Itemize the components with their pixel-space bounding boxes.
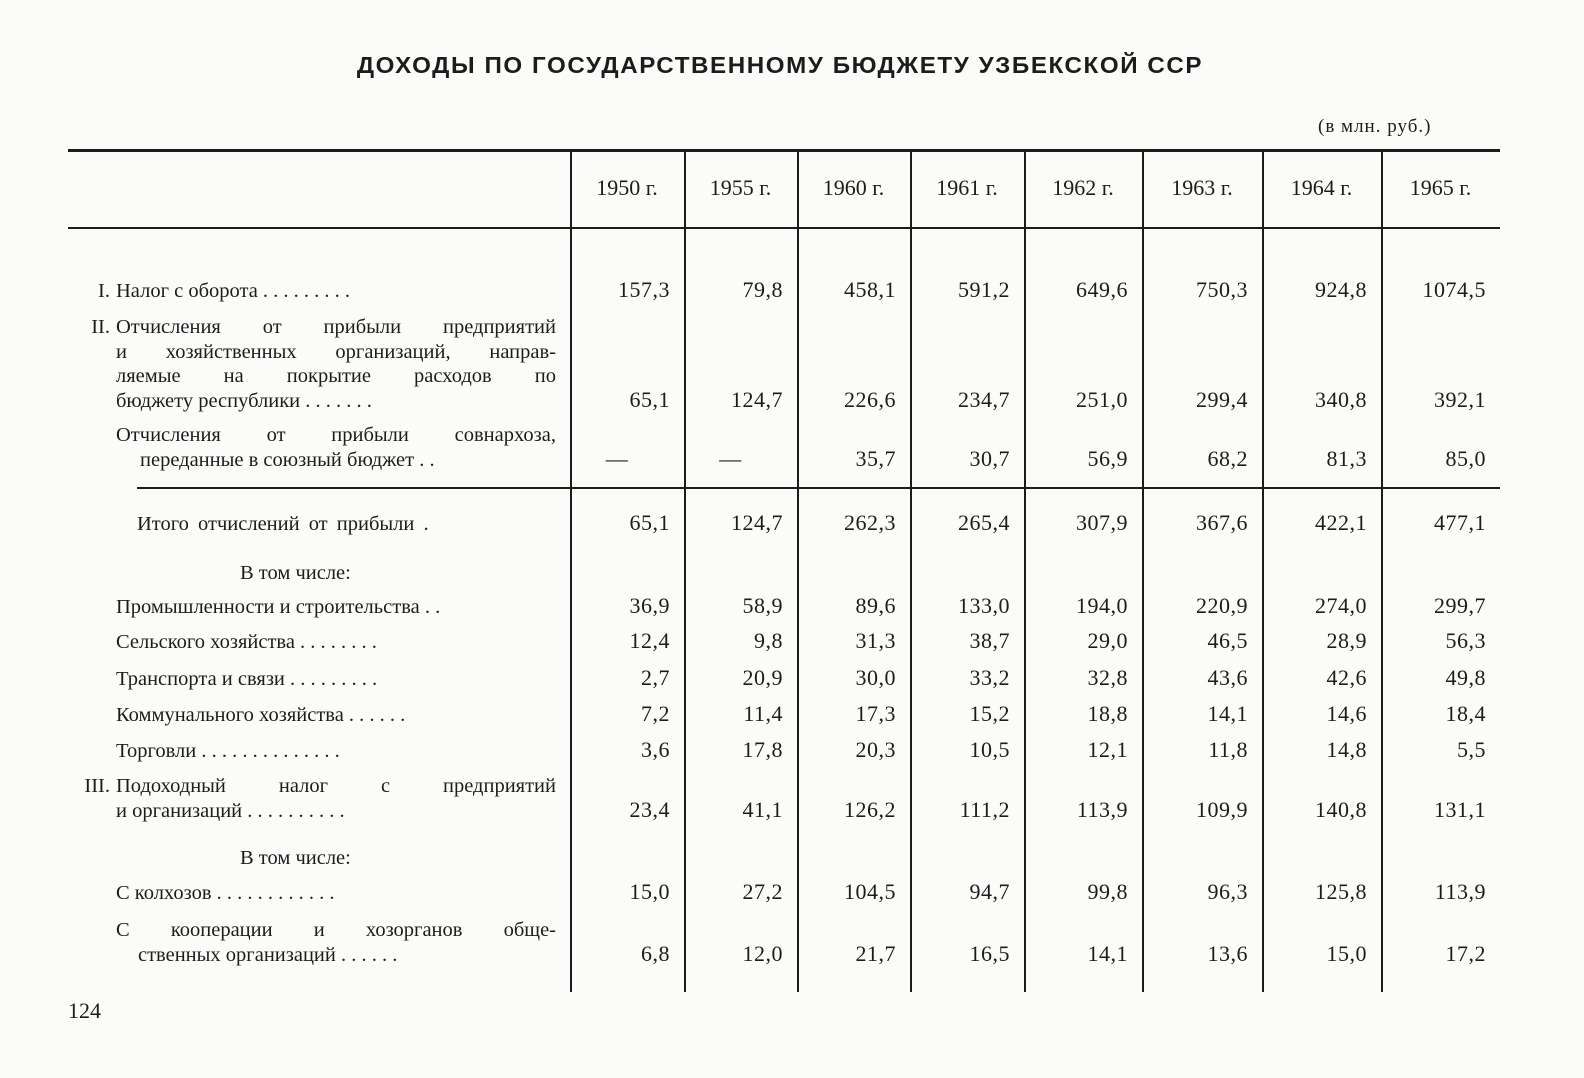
table-cell: 251,0	[1076, 386, 1128, 412]
table-cell: 262,3	[844, 510, 896, 535]
table-cell: 12,0	[742, 940, 783, 966]
row-label: ляемые на покрытие расходов по	[116, 365, 556, 387]
table-cell: 81,3	[1326, 445, 1367, 471]
table-cell: 125,8	[1315, 879, 1367, 904]
table-cell: 21,7	[855, 940, 896, 966]
subtotal-rule	[137, 487, 1500, 489]
column-header-year: 1961 г.	[936, 175, 998, 200]
table-cell: 392,1	[1434, 386, 1486, 412]
table-cell: —	[719, 445, 742, 471]
table-cell: 458,1	[844, 277, 896, 302]
table-cell: 20,9	[742, 665, 783, 690]
table-cell: 299,7	[1434, 593, 1486, 618]
row-subheading: В том числе:	[240, 847, 351, 869]
table-cell: 11,8	[1208, 737, 1248, 762]
table-cell: 131,1	[1434, 796, 1486, 822]
table-cell: 42,6	[1326, 665, 1367, 690]
table-cell: 30,7	[969, 445, 1010, 471]
column-header-year: 1960 г.	[822, 175, 885, 200]
row-label: ственных организаций . . . . . .	[138, 943, 398, 966]
table-cell: 15,0	[1326, 940, 1367, 966]
table-cell: 15,2	[969, 701, 1010, 726]
table-cell: 15,0	[629, 879, 670, 904]
table-cell: 3,6	[641, 737, 670, 762]
table-cell: 133,0	[958, 593, 1010, 618]
table-cell: 41,1	[742, 796, 783, 822]
page-title: ДОХОДЫ ПО ГОСУДАРСТВЕННОМУ БЮДЖЕТУ УЗБЕКСКОЙ ССР	[356, 52, 1204, 78]
table-cell: 56,9	[1087, 445, 1128, 471]
table-cell: 23,4	[629, 796, 670, 822]
table-cell: 17,3	[855, 701, 896, 726]
table-cell: 12,1	[1087, 737, 1128, 762]
table-cell: 27,2	[742, 879, 783, 904]
column-header-year: 1965 г.	[1409, 175, 1472, 200]
table-cell: —	[605, 445, 629, 471]
table-cell: 65,1	[629, 386, 670, 412]
table-cell: 36,9	[629, 593, 670, 618]
table-cell: 649,6	[1076, 277, 1128, 302]
table-cell: 113,9	[1076, 796, 1128, 822]
table-cell: 46,5	[1207, 628, 1248, 653]
table-cell: 13,6	[1207, 940, 1248, 966]
table-cell: 194,0	[1076, 593, 1128, 618]
column-header-year: 1950 г.	[596, 175, 658, 200]
table-cell: 32,8	[1087, 665, 1128, 690]
table-cell: 10,5	[969, 737, 1010, 762]
table-cell: 12,4	[629, 628, 670, 653]
table-cell: 124,7	[731, 386, 783, 412]
row-label: С кооперации и хозорганов обще-	[116, 919, 556, 941]
row-section-number: II.	[91, 316, 110, 338]
row-label: Коммунального хозяйства . . . . . .	[116, 704, 406, 726]
row-label: Отчисления от прибыли предприятий	[116, 316, 556, 338]
table-cell: 68,2	[1207, 445, 1248, 471]
table-cell: 111,2	[959, 796, 1010, 822]
table-cell: 307,9	[1076, 510, 1128, 535]
table-cell: 43,6	[1207, 665, 1248, 690]
table-cell: 124,7	[731, 510, 783, 535]
table-cell: 17,8	[742, 737, 783, 762]
table-cell: 126,2	[844, 796, 896, 822]
table-cell: 140,8	[1315, 796, 1367, 822]
table-cell: 591,2	[958, 277, 1010, 302]
table-cell: 220,9	[1196, 593, 1248, 618]
table-cell: 94,7	[969, 879, 1010, 904]
table-cell: 113,9	[1434, 879, 1486, 904]
table-cell: 104,5	[844, 879, 896, 904]
column-header-year: 1955 г.	[709, 175, 772, 200]
table-cell: 17,2	[1445, 940, 1486, 966]
table-cell: 14,6	[1326, 701, 1367, 726]
table-cell: 89,6	[855, 593, 896, 618]
table-cell: 234,7	[958, 386, 1010, 412]
table-cell: 9,8	[754, 628, 783, 653]
table-cell: 265,4	[958, 510, 1010, 535]
row-label: Транспорта и связи . . . . . . . . .	[116, 668, 378, 690]
row-label: Торговли . . . . . . . . . . . . . .	[116, 740, 340, 762]
table-cell: 28,9	[1326, 628, 1367, 653]
table-cell: 299,4	[1196, 386, 1248, 412]
table-cell: 18,4	[1445, 701, 1486, 726]
row-label: Итого отчислений от прибыли .	[137, 513, 429, 535]
table-cell: 14,1	[1207, 701, 1248, 726]
table-cell: 274,0	[1315, 593, 1367, 618]
table-cell: 56,3	[1445, 628, 1486, 653]
table-cell: 96,3	[1207, 879, 1248, 904]
table-cell: 1074,5	[1422, 277, 1486, 302]
table-cell: 85,0	[1445, 445, 1486, 471]
table-cell: 157,3	[618, 277, 670, 302]
header-bottom-rule	[68, 227, 1500, 229]
row-label: и организаций . . . . . . . . . .	[116, 799, 345, 822]
table-cell: 20,3	[855, 737, 896, 762]
table-cell: 33,2	[969, 665, 1010, 690]
column-header-year: 1964 г.	[1290, 175, 1353, 200]
table-cell: 226,6	[844, 386, 896, 412]
table-cell: 7,2	[641, 701, 670, 726]
table-cell: 924,8	[1315, 277, 1367, 302]
table-cell: 422,1	[1315, 510, 1367, 535]
table-cell: 99,8	[1087, 879, 1128, 904]
table-cell: 30,0	[855, 665, 896, 690]
row-subheading: В том числе:	[240, 562, 351, 584]
row-label: и хозяйственных организаций, направ-	[116, 340, 556, 363]
table-cell: 14,8	[1326, 737, 1367, 762]
row-section-number: I.	[98, 280, 110, 302]
table-cell: 2,7	[641, 665, 670, 690]
table-cell: 367,6	[1196, 510, 1248, 535]
table-cell: 16,5	[969, 940, 1010, 966]
table-cell: 11,4	[743, 701, 783, 726]
table-cell: 35,7	[855, 445, 896, 471]
column-header-year: 1963 г.	[1171, 175, 1233, 200]
column-header-year: 1962 г.	[1052, 175, 1114, 200]
table-top-rule	[68, 149, 1500, 152]
row-label: Отчисления от прибыли совнархоза,	[116, 424, 556, 446]
table-cell: 29,0	[1087, 628, 1128, 653]
table-cell: 477,1	[1434, 510, 1486, 535]
row-label: Промышленности и строительства . .	[116, 596, 441, 618]
table-cell: 750,3	[1196, 277, 1248, 302]
units-note: (в млн. руб.)	[1318, 116, 1432, 137]
table-cell: 340,8	[1315, 386, 1367, 412]
row-label: бюджету республики . . . . . . .	[116, 389, 372, 412]
table-cell: 5,5	[1457, 737, 1486, 762]
table-cell: 49,8	[1445, 665, 1486, 690]
table-cell: 79,8	[742, 277, 783, 302]
table-cell: 109,9	[1196, 796, 1248, 822]
table-cell: 31,3	[855, 628, 896, 653]
table-cell: 38,7	[969, 628, 1010, 653]
row-label: Налог с оборота . . . . . . . . .	[116, 280, 351, 302]
row-label: Сельского хозяйства . . . . . . . .	[116, 631, 377, 653]
row-label: Подоходный налог с предприятий	[116, 775, 556, 797]
table-cell: 18,8	[1087, 701, 1128, 726]
row-section-number: III.	[84, 775, 110, 797]
page-number: 124	[68, 998, 101, 1023]
table-cell: 65,1	[629, 510, 670, 535]
row-label: переданные в союзный бюджет . .	[140, 448, 435, 471]
row-label: С колхозов . . . . . . . . . . . .	[116, 882, 335, 904]
table-cell: 14,1	[1087, 940, 1128, 966]
table-cell: 58,9	[742, 593, 783, 618]
table-cell: 6,8	[641, 940, 670, 966]
